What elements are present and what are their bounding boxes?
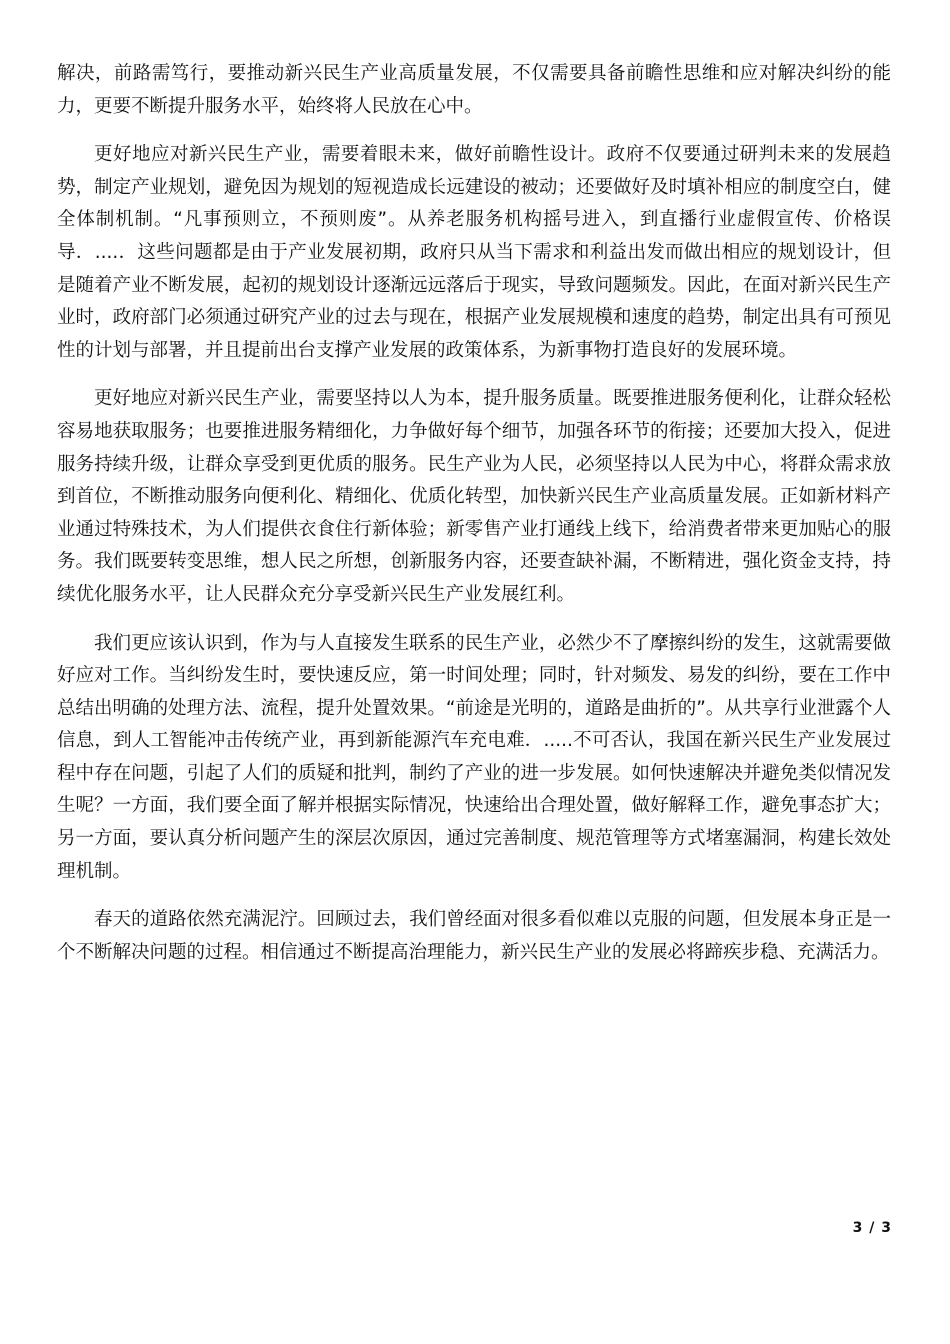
paragraph-conclusion: 春天的道路依然充满泥泞。回顾过去，我们曾经面对很多看似难以克服的问题，但发展本身正是一个不断解决问题的过程。相信通过不断提高治理能力，新兴民生产业的发展必将蹄疾步稳、充满活力。 xyxy=(57,909,891,963)
paragraph-dispute-handling: 我们更应该认识到，作为与人直接发生联系的民生产业，必然少不了摩擦纠纷的发生，这就需要做好应对工作。当纠纷发生时，要快速反应，第一时间处理；同时，针对频发、易发的纠纷，要在工作中总结出明确的处理方法、流程，提升处置效果。“前途是光明的，道路是曲折的”。从共享行业泄露个人信息，到人工智能冲击传统产业，再到新能源汽车充电难．.....不可否认，我国在新兴民生产业发展过程中存在问题，引起了人们的质疑和批判，制约了产业的进一步发展。如何快速解决并避免类似情况发生呢？一方面，我们要全面了解并根据实际情况，快速给出合理处置，做好解释工作，避免事态扩大；另一方面，要认真分析问题产生的深层次原因，通过完善制度、规范管理等方式堵塞漏洞，构建长效处理机制。 xyxy=(57,632,891,882)
page-number: 3 / 3 xyxy=(852,1220,892,1236)
document-body xyxy=(57,58,891,985)
paragraph-people-oriented: 更好地应对新兴民生产业，需要坚持以人为本，提升服务质量。既要推进服务便利化，让群众轻松容易地获取服务；也要推进服务精细化，力争做好每个细节，加强各环节的衔接；还要加大投入，促进服务持续升级，让群众享受到更优质的服务。民生产业为人民，必须坚持以人民为中心，将群众需求放到首位，不断推动服务向便利化、精细化、优质化转型，加快新兴民生产业高质量发展。正如新材料产业通过特殊技术，为人们提供衣食住行新体验；新零售产业打通线上线下，给消费者带来更加贴心的服务。我们既要转变思维，想人民之所想，创新服务内容，还要查缺补漏，不断精进，强化资金支持，持续优化服务水平，让人民群众充分享受新兴民生产业发展红利。 xyxy=(57,388,891,605)
paragraph-forward-design: 更好地应对新兴民生产业，需要着眼未来，做好前瞻性设计。政府不仅要通过研判未来的发展趋势，制定产业规划，避免因为规划的短视造成长远建设的被动；还要做好及时填补相应的制度空白，健全体制机制。“凡事预则立，不预则废”。从养老服务机构摇号进入，到直播行业虚假宣传、价格误导．....．这些问题都是由于产业发展初期，政府只从当下需求和利益出发而做出相应的规划设计，但是随着产业不断发展，起初的规划设计逐渐远远落后于现实，导致问题频发。因此，在面对新兴民生产业时，政府部门必须通过研究产业的过去与现在，根据产业发展规模和速度的趋势，制定出具有可预见性的计划与部署，并且提前出台支撑产业发展的政策体系，为新事物打造良好的发展环境。 xyxy=(57,144,891,361)
paragraph-continuation: 解决，前路需笃行，要推动新兴民生产业高质量发展，不仅需要具备前瞻性思维和应对解决纠纷的能力，更要不断提升服务水平，始终将人民放在心中。 xyxy=(57,63,891,117)
